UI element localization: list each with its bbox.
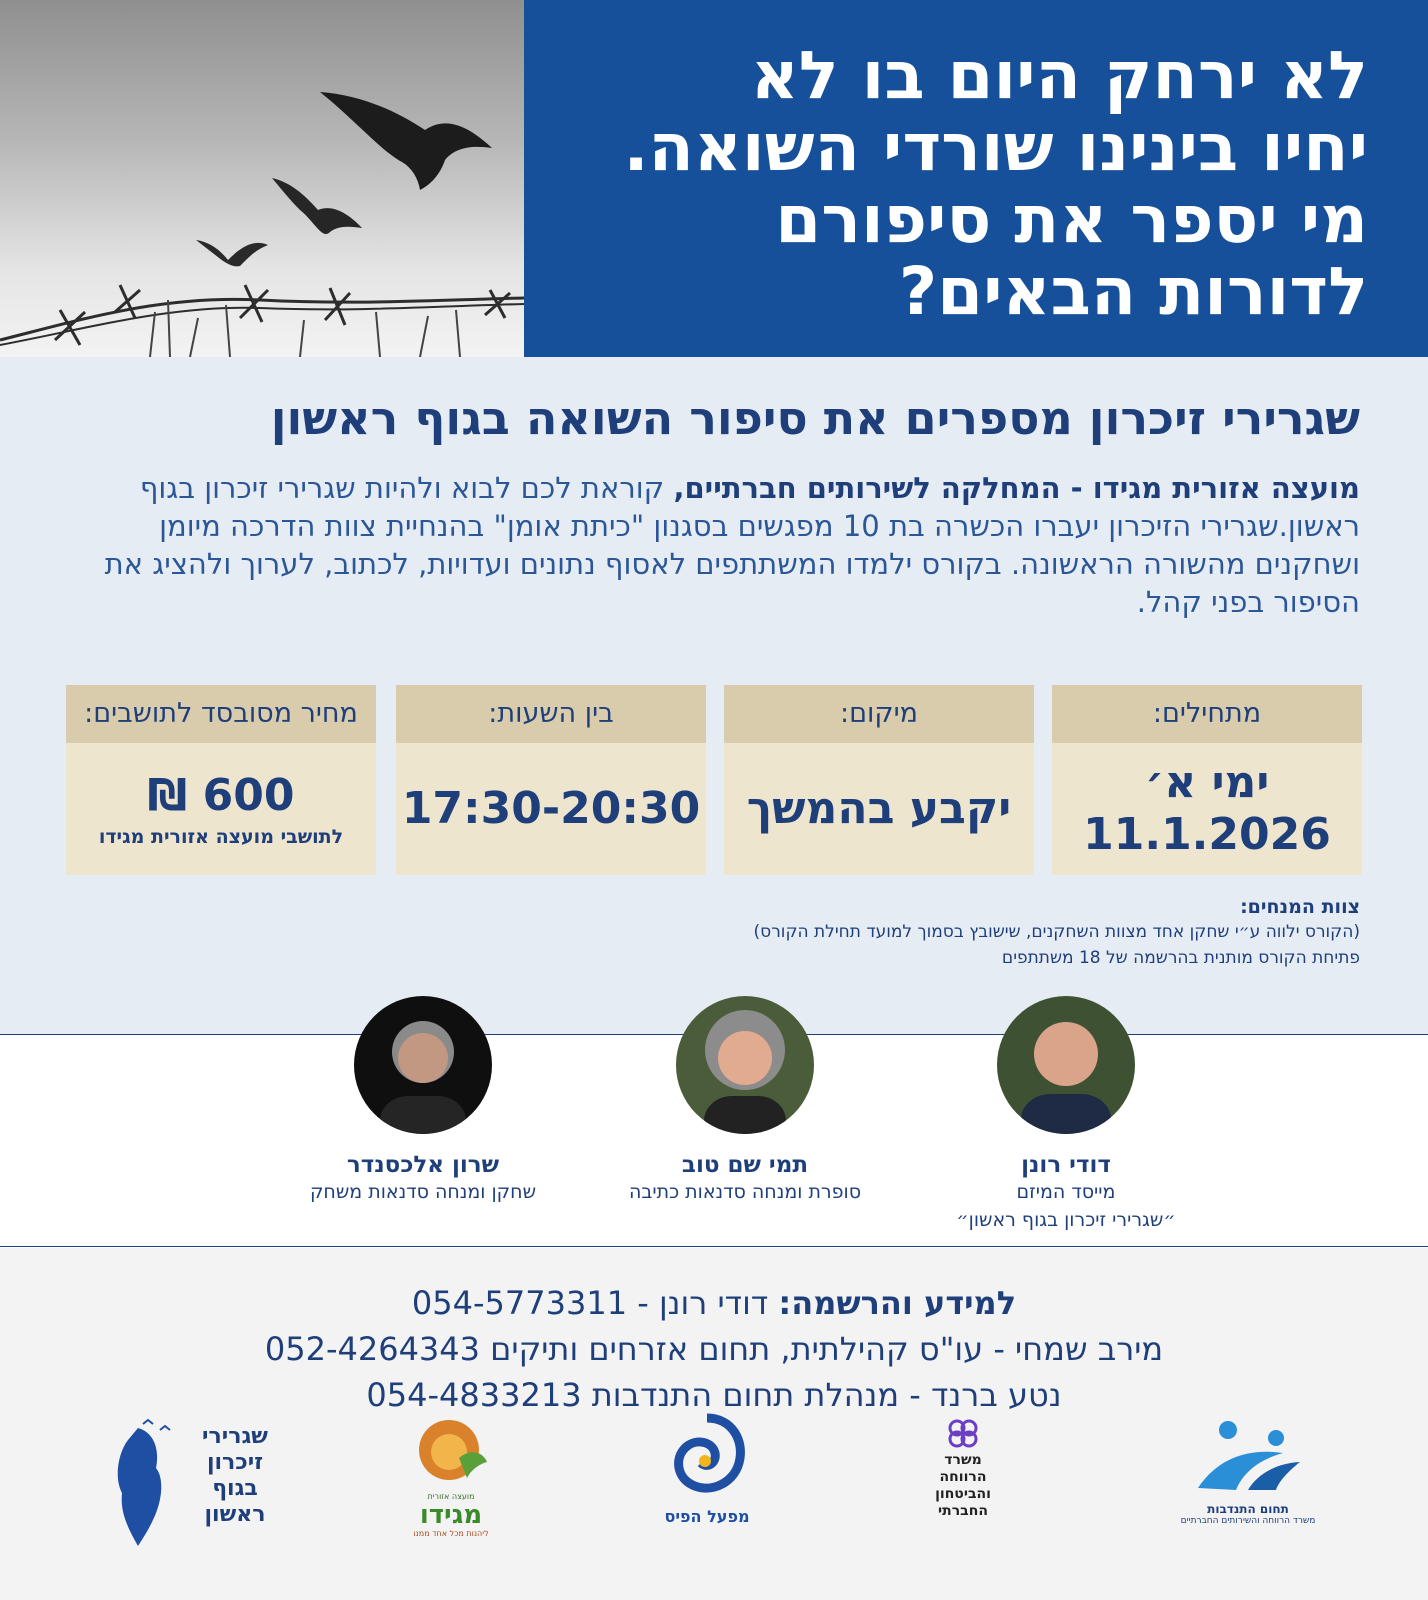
logo-line: משרד: [944, 1452, 982, 1468]
logo-title: מגידו: [419, 1500, 483, 1530]
person-role: סופרת ומנחה סדנאות כתיבה: [628, 1181, 862, 1203]
person-name: שרון אלכסנדר: [346, 1152, 500, 1178]
avatar: [354, 996, 492, 1134]
logo-memory-ambassadors: [98, 1418, 268, 1568]
person-role: ״שגרירי זיכרון בגוף ראשון״: [956, 1209, 1176, 1231]
person-sharon-alexander: [258, 996, 588, 1206]
intro-bold: מועצה אזורית מגידו - המחלקה לשירותים חברתיים,: [673, 471, 1360, 505]
details-cards: [66, 685, 1362, 875]
card-label: בין השעות:: [396, 685, 706, 743]
avatar: [676, 996, 814, 1134]
person-dudi-ronen: [901, 996, 1231, 1234]
contact-section: [0, 1248, 1428, 1600]
logo-line: בגוף: [212, 1476, 258, 1501]
logo-line: ראשון: [204, 1502, 266, 1527]
hero-title-line: מי יספר את סיפורם: [775, 181, 1368, 258]
card-label: מיקום:: [724, 685, 1034, 743]
person-role: מייסד המיזם: [1016, 1181, 1116, 1203]
contact-line: נטע ברנד - מנהלת תחום התנדבות 054-4833213: [366, 1376, 1062, 1414]
people-icon: [1188, 1418, 1308, 1498]
logo-top: מועצה אזורית: [427, 1492, 475, 1501]
pais-swirl-icon: [667, 1413, 747, 1503]
divider: [0, 1246, 1428, 1247]
map-icon: [98, 1418, 178, 1548]
intro-text: קוראת לכם לבוא ולהיות שגרירי זיכרון בגוף ראשון.שגרירי הזיכרון יעברו הכשרה בת 10 מפגשים בסגנון "כיתת אומן" בהנחיית צוות הדרכה מיומן ושחקנים מהשורה הראשונה. בקורס ילמדו המשתתפים לאסוף נתונים ועדויות, לכתוב, לערוך ולהציג את הסיפור בפני קהל.: [104, 471, 1360, 619]
card-value: ימי א׳: [1144, 757, 1270, 808]
logo-line: זיכרון: [206, 1450, 264, 1475]
contact-label: למידע והרשמה:: [778, 1284, 1017, 1322]
sponsor-logos: [0, 1418, 1428, 1568]
logo-line: הרווחה: [939, 1469, 987, 1485]
card-value: 17:30-20:30: [401, 783, 701, 834]
hero-title-line: יחיו בינינו שורדי השואה.: [623, 109, 1368, 186]
logo-tagline: ליהנות מכל אחד ממנו: [413, 1529, 489, 1538]
card-start: [1052, 685, 1362, 875]
card-label: מחיר מסובסד לתושבים:: [66, 685, 376, 743]
logo-line: שגרירי: [202, 1424, 268, 1449]
info-band: [0, 357, 1428, 1035]
flower-icon: [946, 1418, 980, 1448]
page-subtitle: שגרירי זיכרון מספרים את סיפור השואה בגוף ראשון: [270, 391, 1360, 445]
team-condition: פתיחת הקורס מותנית בהרשמה של 18 משתתפים: [1001, 948, 1360, 968]
hero-title: [564, 37, 1368, 330]
person-name: תמי שם טוב: [681, 1152, 809, 1178]
logo-line: החברתי: [938, 1503, 988, 1519]
card-value: 600 ₪: [147, 770, 295, 821]
hero-title-box: [524, 0, 1428, 357]
card-label: מתחילים:: [1052, 685, 1362, 743]
hero: [0, 0, 1428, 357]
logo-line: והביטחון: [935, 1486, 991, 1502]
hero-birds-image: [0, 0, 524, 357]
logo-pais: [652, 1413, 762, 1563]
hero-title-line: לא ירחק היום בו לא: [750, 37, 1368, 114]
contact-line: דודי רונן - 054-5773311: [411, 1284, 779, 1322]
card-price: [66, 685, 376, 875]
logo-ministry: [908, 1418, 1018, 1568]
team-note: (הקורס ילווה ע״י שחקן אחד מצוות השחקנים, שישובץ בסמוך למועד תחילת הקורס): [753, 922, 1360, 942]
avatar: [997, 996, 1135, 1134]
person-role: שחקן ומנחה סדנאות משחק: [309, 1181, 537, 1203]
person-tami-shem-tov: [580, 996, 910, 1206]
card-value-date: 11.1.2026: [1083, 809, 1331, 860]
logo-title: מפעל הפיס: [664, 1507, 750, 1526]
person-name: דודי רונן: [1021, 1152, 1111, 1178]
card-note: לתושבי מועצה אזורית מגידו: [98, 826, 344, 848]
logo-megiddo: [396, 1418, 506, 1568]
contact-info: [0, 1280, 1428, 1418]
lion-icon: [411, 1418, 491, 1488]
team-info: [460, 895, 1360, 971]
hero-title-line: לדורות הבאים?: [898, 253, 1368, 330]
intro-paragraph: [60, 469, 1360, 621]
logo-subtitle: משרד הרווחה והשירותים החברתיים: [1180, 1516, 1316, 1526]
card-value: יקבע בהמשך: [746, 783, 1012, 834]
card-location: [724, 685, 1034, 875]
logo-title: תחום התנדבות: [1207, 1502, 1289, 1516]
card-hours: [396, 685, 706, 875]
team-title: צוות המנחים:: [1240, 896, 1360, 918]
logo-volunteering: [1148, 1418, 1348, 1568]
contact-line: מירב שמחי - עו"ס קהילתית, תחום אזרחים ותיקים 052-4264343: [264, 1330, 1164, 1368]
